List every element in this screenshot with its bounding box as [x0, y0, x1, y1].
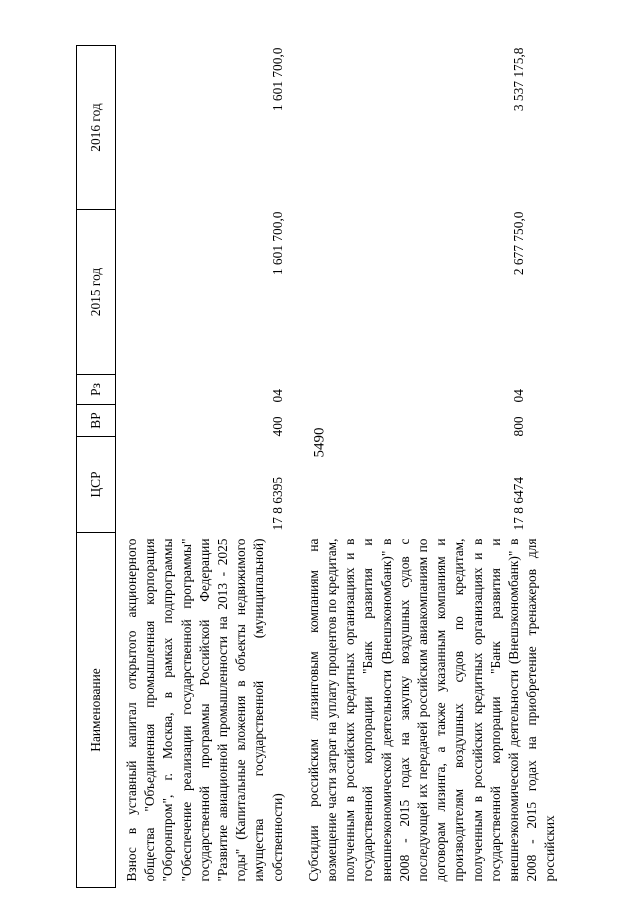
header-csr: ЦСР — [77, 437, 116, 533]
table-row — [116, 46, 293, 888]
header-rz: Рз — [77, 375, 116, 405]
header-name: Наименование — [77, 533, 116, 888]
row-rz: 04 — [510, 389, 526, 403]
page-number: 5490 — [311, 427, 328, 458]
row-csr: 17 8 6395 — [269, 476, 285, 531]
header-2015: 2015 год — [77, 210, 116, 375]
budget-table — [76, 45, 560, 888]
row-name: Взнос в уставный капитал открытого акционерного общества "Объединенная промышленная корпорация "Оборонпром", г. Москва, в рамках подпрограммы "Обеспечение реализации государственной программы" государственной программы Российской Федерации "Развитие авиационной промышленности на 2013 - 2025 годы" (Капитальные вложения в объекты недвижимого имущества государственной (муниципальной) собственности) — [124, 538, 285, 882]
budget-table-container — [76, 46, 616, 888]
table-header-row — [77, 46, 116, 888]
row-csr: 17 8 6474 — [510, 476, 526, 531]
header-vr: ВР — [77, 405, 116, 437]
row-2016: 3 537 175,8 — [510, 47, 526, 112]
row-2016: 1 601 700,0 — [269, 47, 285, 112]
row-name: Субсидии российским лизинговым компаниям на возмещение части затрат на уплату процентов по кредитам, полученным в российских кредитных организациях и в государственной корпорации "Банк развития и внешнеэкономической деятельности (Внешэкономбанк)" в 2008 - 2015 годах на закупку воздушных судов с последующей их передачей российским авиакомпаниям по договорам лизинга, а также указанным компаниям и производителям воздушных судов по кредитам, полученным в российских кредитных организациях и в государственной корпорации "Банк развития и внешнеэкономической деятельности (Внешэкономбанк)" в 2008 - 2015 годах на приобретение тренажеров для российских — [305, 538, 558, 882]
row-2015: 2 677 750,0 — [510, 211, 526, 276]
row-2015: 1 601 700,0 — [269, 211, 285, 276]
table-row — [293, 46, 560, 888]
row-rz: 04 — [269, 389, 285, 403]
row-vr: 800 — [510, 416, 526, 437]
row-vr: 400 — [269, 416, 285, 437]
header-2016: 2016 год — [77, 46, 116, 210]
